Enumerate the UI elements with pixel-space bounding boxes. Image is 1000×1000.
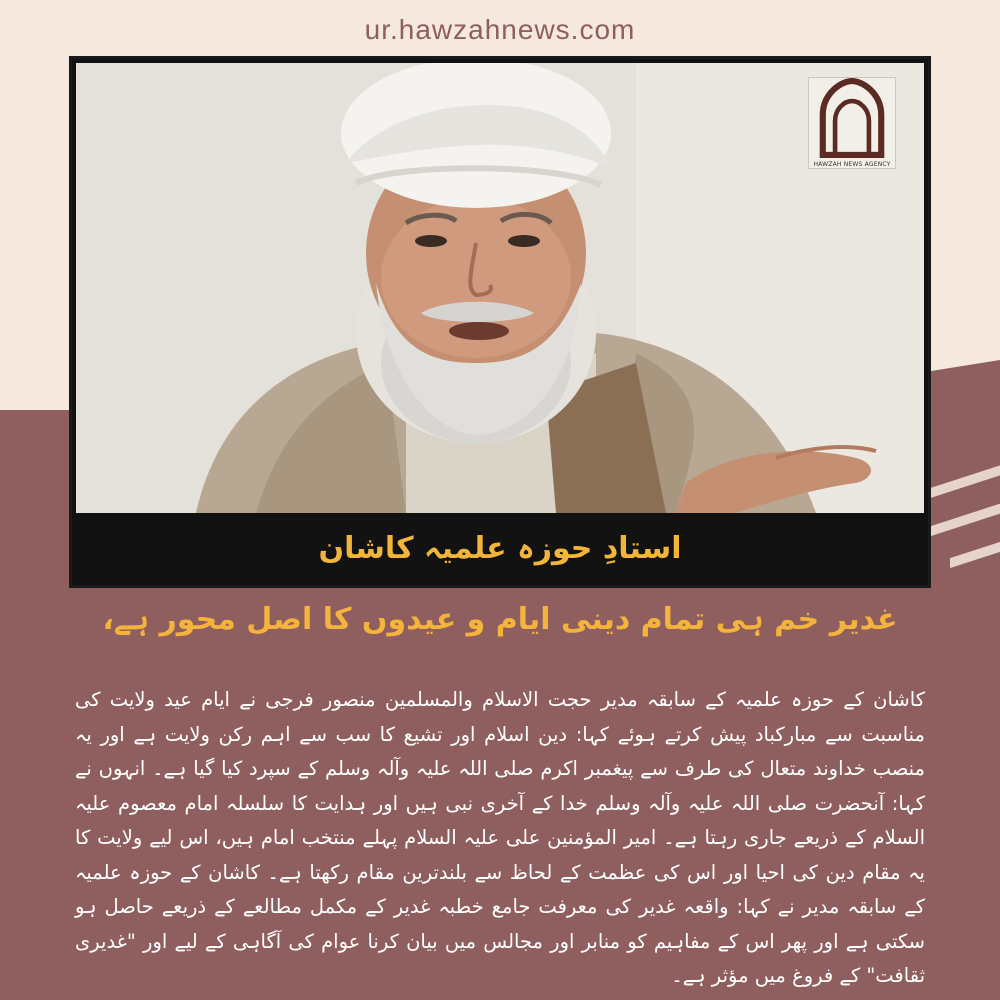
photo-frame — [69, 56, 931, 588]
portrait-photo — [76, 63, 924, 513]
caption-bar — [76, 517, 924, 579]
headline: غدیر خم ہی تمام دینی ایام و عیدوں کا اصل محور ہے، — [102, 602, 898, 637]
portrait-illustration — [76, 63, 924, 513]
logo-label: HAWZAH NEWS AGENCY — [813, 161, 891, 168]
article-body: کاشان کے حوزہ علمیہ کے سابقہ مدیر حجت الاسلام والمسلمین منصور فرجی نے ایام عید ولایت کی مناسبت سے مبارکباد پیش کرتے ہوئے کہا: دین اسلام اور تشیع کا سب سے اہم رکن ولایت ہے اور یہ منصب خداوند متعال کی طرف سے پیغمبر اکرم صلی اللہ علیہ وآلہ وسلم کے سپرد کیا گیا ہے۔ انہوں نے کہا: آنحضرت صلی اللہ علیہ وآلہ وسلم خدا کے آخری نبی ہیں اور ہدایت کا سلسلہ امام معصوم علیہ السلام کے ذریعے جاری رہتا ہے۔ امیر المؤمنین علی علیہ السلام پہلے منتخب امام ہیں، اس لیے ولایت کا یہ مقام دین کی احیا اور اس کی عظمت کے لحاظ سے بلندترین مقام رکھتا ہے۔ کاشان کے حوزہ علمیہ کے سابقہ مدیر نے کہا: واقعہ غدیر کی معرفت جامع خطبہ غدیر کے مکمل مطالعے کے ذریعے حاصل ہو سکتی ہے اور پھر اس کے مفاہیم کو منابر اور مجالس میں بیان کرنا عوام کی آگاہی کے لیے اور "غدیری ثقافت" کے فروغ میں مؤثر ہے۔ — [75, 688, 925, 987]
mosque-dome-icon — [809, 78, 895, 158]
photo-caption: استادِ حوزہ علمیہ کاشان — [318, 530, 682, 566]
site-url[interactable]: ur.hawzahnews.com — [364, 14, 636, 45]
news-agency-logo — [808, 77, 896, 169]
